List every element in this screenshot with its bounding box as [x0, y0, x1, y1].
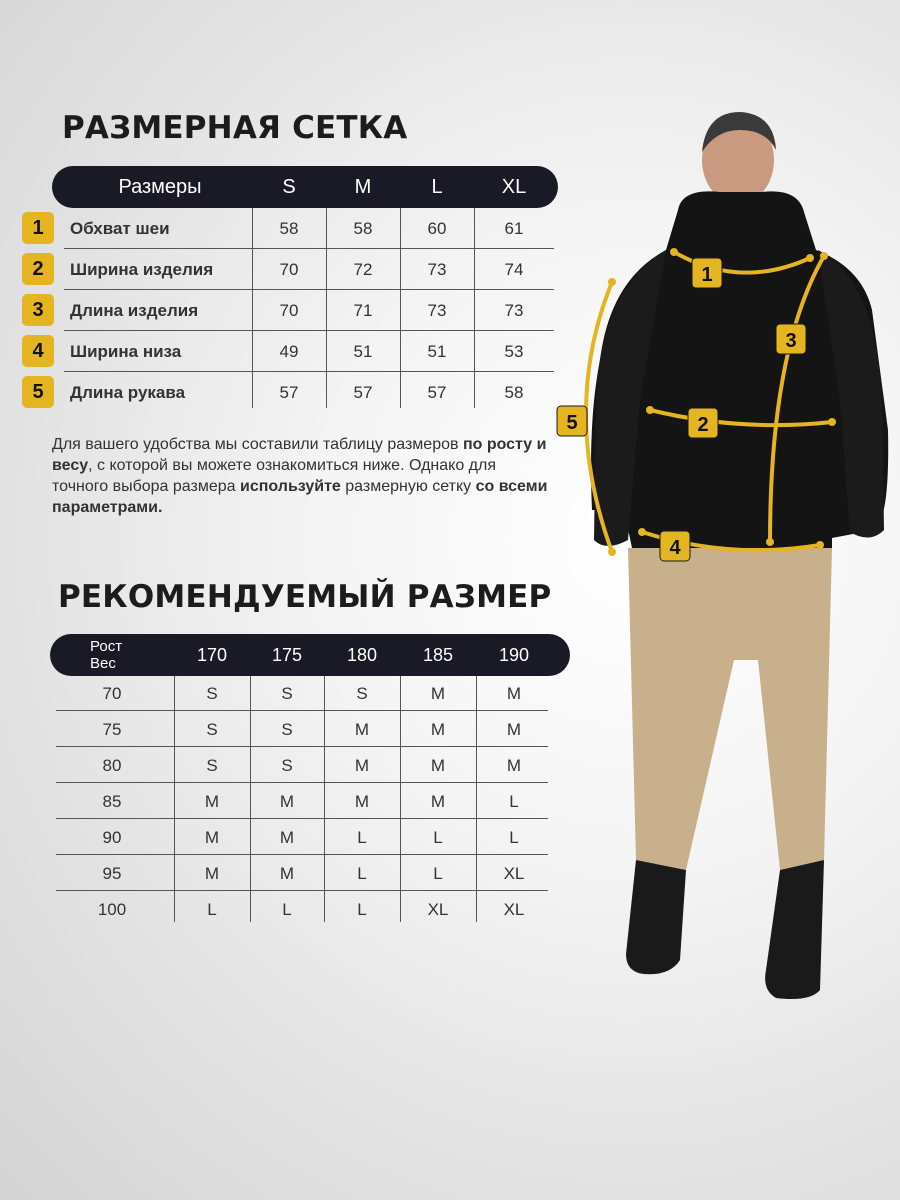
table-row — [50, 892, 570, 928]
size-cell: XL — [503, 864, 525, 883]
size-cell: S — [281, 684, 293, 703]
marker-label: 1 — [701, 264, 713, 286]
table-row — [50, 676, 570, 712]
model-hoodie — [591, 191, 888, 548]
size-cell: M — [354, 720, 370, 739]
value-cell: 70 — [279, 260, 299, 279]
grid-line — [400, 208, 401, 408]
size-cell: L — [433, 828, 443, 847]
size-cell: L — [433, 864, 443, 883]
grid-line — [400, 676, 401, 922]
row-label: Ширина изделия — [70, 260, 214, 279]
weight-cell: 80 — [102, 756, 122, 775]
marker-label: 4 — [669, 537, 681, 559]
size-chart-header-label: Размеры — [118, 176, 202, 198]
size-cell: M — [354, 756, 370, 775]
size-cell: XL — [503, 900, 525, 919]
value-cell: 53 — [504, 342, 524, 361]
value-cell: 57 — [427, 383, 447, 402]
value-cell: 57 — [353, 383, 373, 402]
grid-line — [56, 710, 548, 711]
height-header: 170 — [196, 645, 228, 665]
marker-badge-5 — [557, 406, 587, 436]
size-cell: L — [357, 828, 367, 847]
grid-line — [56, 818, 548, 819]
note-text: , с которой вы можете ознакомиться ниже. Однако для точного выбора размера — [52, 457, 496, 495]
size-cell: S — [206, 756, 218, 775]
size-cell: M — [506, 684, 522, 703]
grid-line — [174, 676, 175, 922]
row-number-badge: 5 — [22, 376, 54, 408]
row-number-badge: 2 — [22, 253, 54, 285]
weight-cell: 95 — [102, 864, 122, 883]
grid-line — [56, 746, 548, 747]
weight-cell: 100 — [97, 900, 127, 919]
value-cell: 73 — [504, 301, 524, 320]
note-text: размерную сетку — [340, 478, 476, 495]
marker-badge-1 — [692, 258, 722, 288]
size-cell: S — [281, 756, 293, 775]
value-cell: 51 — [427, 342, 447, 361]
table-row — [50, 748, 570, 784]
grid-line — [56, 854, 548, 855]
marker-label: 5 — [566, 412, 578, 434]
size-cell: S — [281, 720, 293, 739]
size-header-xl: XL — [501, 176, 527, 198]
model-shoes — [626, 860, 824, 999]
value-cell: 73 — [427, 260, 447, 279]
height-header: 175 — [271, 645, 303, 665]
grid-line — [474, 208, 475, 408]
row-number-badge: 1 — [22, 212, 54, 244]
size-chart-title: РАЗМЕРНАЯ СЕТКА — [62, 110, 408, 146]
grid-line — [252, 208, 253, 408]
size-cell: M — [354, 792, 370, 811]
size-cell: L — [509, 792, 519, 811]
grid-line — [56, 890, 548, 891]
size-cell: L — [282, 900, 292, 919]
weight-cell: 75 — [102, 720, 122, 739]
size-cell: M — [430, 792, 446, 811]
grid-line — [64, 248, 554, 249]
value-cell: 57 — [279, 383, 299, 402]
size-header-l: L — [431, 176, 443, 198]
weight-cell: 70 — [102, 684, 122, 703]
size-cell: M — [430, 756, 446, 775]
marker-badge-2 — [688, 408, 718, 438]
table-row — [50, 712, 570, 748]
row-label: Длина рукава — [70, 383, 186, 402]
table-row — [22, 372, 558, 413]
table-row — [50, 784, 570, 820]
value-cell: 58 — [353, 219, 373, 238]
corner-weight-label: Вес — [90, 655, 116, 672]
size-cell: M — [430, 684, 446, 703]
marker-badge-4 — [660, 531, 690, 561]
row-label: Обхват шеи — [70, 219, 170, 238]
table-row — [22, 331, 558, 372]
size-cell: M — [279, 864, 295, 883]
size-cell: M — [204, 792, 220, 811]
value-cell: 72 — [353, 260, 373, 279]
grid-line — [64, 371, 554, 372]
size-cell: L — [207, 900, 217, 919]
size-cell: M — [279, 792, 295, 811]
weight-cell: 90 — [102, 828, 122, 847]
grid-line — [250, 676, 251, 922]
size-cell: S — [356, 684, 368, 703]
table-row — [50, 820, 570, 856]
grid-line — [64, 289, 554, 290]
row-number-badge: 3 — [22, 294, 54, 326]
table-row — [22, 208, 558, 249]
grid-line — [324, 676, 325, 922]
size-cell: M — [430, 720, 446, 739]
grid-line — [56, 782, 548, 783]
size-header-m: M — [354, 176, 372, 198]
corner-height-label: Рост — [90, 638, 123, 655]
height-weight-corner — [90, 638, 150, 672]
size-note-paragraph — [52, 434, 552, 518]
value-cell: 58 — [504, 383, 524, 402]
size-cell: M — [279, 828, 295, 847]
marker-badge-3 — [776, 324, 806, 354]
value-cell: 61 — [504, 219, 524, 238]
table-row — [22, 249, 558, 290]
note-bold: по росту и весу — [52, 436, 547, 474]
size-cell: L — [357, 900, 367, 919]
size-cell: L — [509, 828, 519, 847]
size-header-s: S — [282, 176, 296, 198]
marker-label: 3 — [785, 330, 797, 352]
value-cell: 49 — [279, 342, 299, 361]
size-cell: M — [506, 720, 522, 739]
height-header: 185 — [422, 645, 454, 665]
note-bold: используйте — [240, 478, 341, 495]
value-cell: 58 — [279, 219, 299, 238]
height-header: 180 — [346, 645, 378, 665]
value-cell: 73 — [427, 301, 447, 320]
table-row — [22, 290, 558, 331]
model-figure — [566, 100, 900, 1020]
value-cell: 74 — [504, 260, 524, 279]
row-number-badge: 4 — [22, 335, 54, 367]
row-label: Длина изделия — [70, 301, 199, 320]
note-bold: со всеми параметрами. — [52, 478, 548, 516]
size-cell: M — [204, 864, 220, 883]
table-row — [50, 856, 570, 892]
value-cell: 60 — [427, 219, 447, 238]
size-cell: L — [357, 864, 367, 883]
size-cell: M — [506, 756, 522, 775]
marker-label: 2 — [697, 414, 709, 436]
value-cell: 70 — [279, 301, 299, 320]
size-cell: XL — [427, 900, 449, 919]
grid-line — [64, 330, 554, 331]
height-header: 190 — [498, 645, 530, 665]
value-cell: 71 — [353, 301, 373, 320]
note-text: Для вашего удобства мы составили таблицу размеров — [52, 436, 463, 453]
value-cell: 51 — [353, 342, 373, 361]
weight-cell: 85 — [102, 792, 122, 811]
recommended-size-title: РЕКОМЕНДУЕМЫЙ РАЗМЕР — [58, 579, 552, 615]
size-cell: S — [206, 684, 218, 703]
model-pants — [628, 548, 832, 870]
grid-line — [476, 676, 477, 922]
size-cell: S — [206, 720, 218, 739]
size-cell: M — [204, 828, 220, 847]
row-label: Ширина низа — [70, 342, 182, 361]
grid-line — [326, 208, 327, 408]
